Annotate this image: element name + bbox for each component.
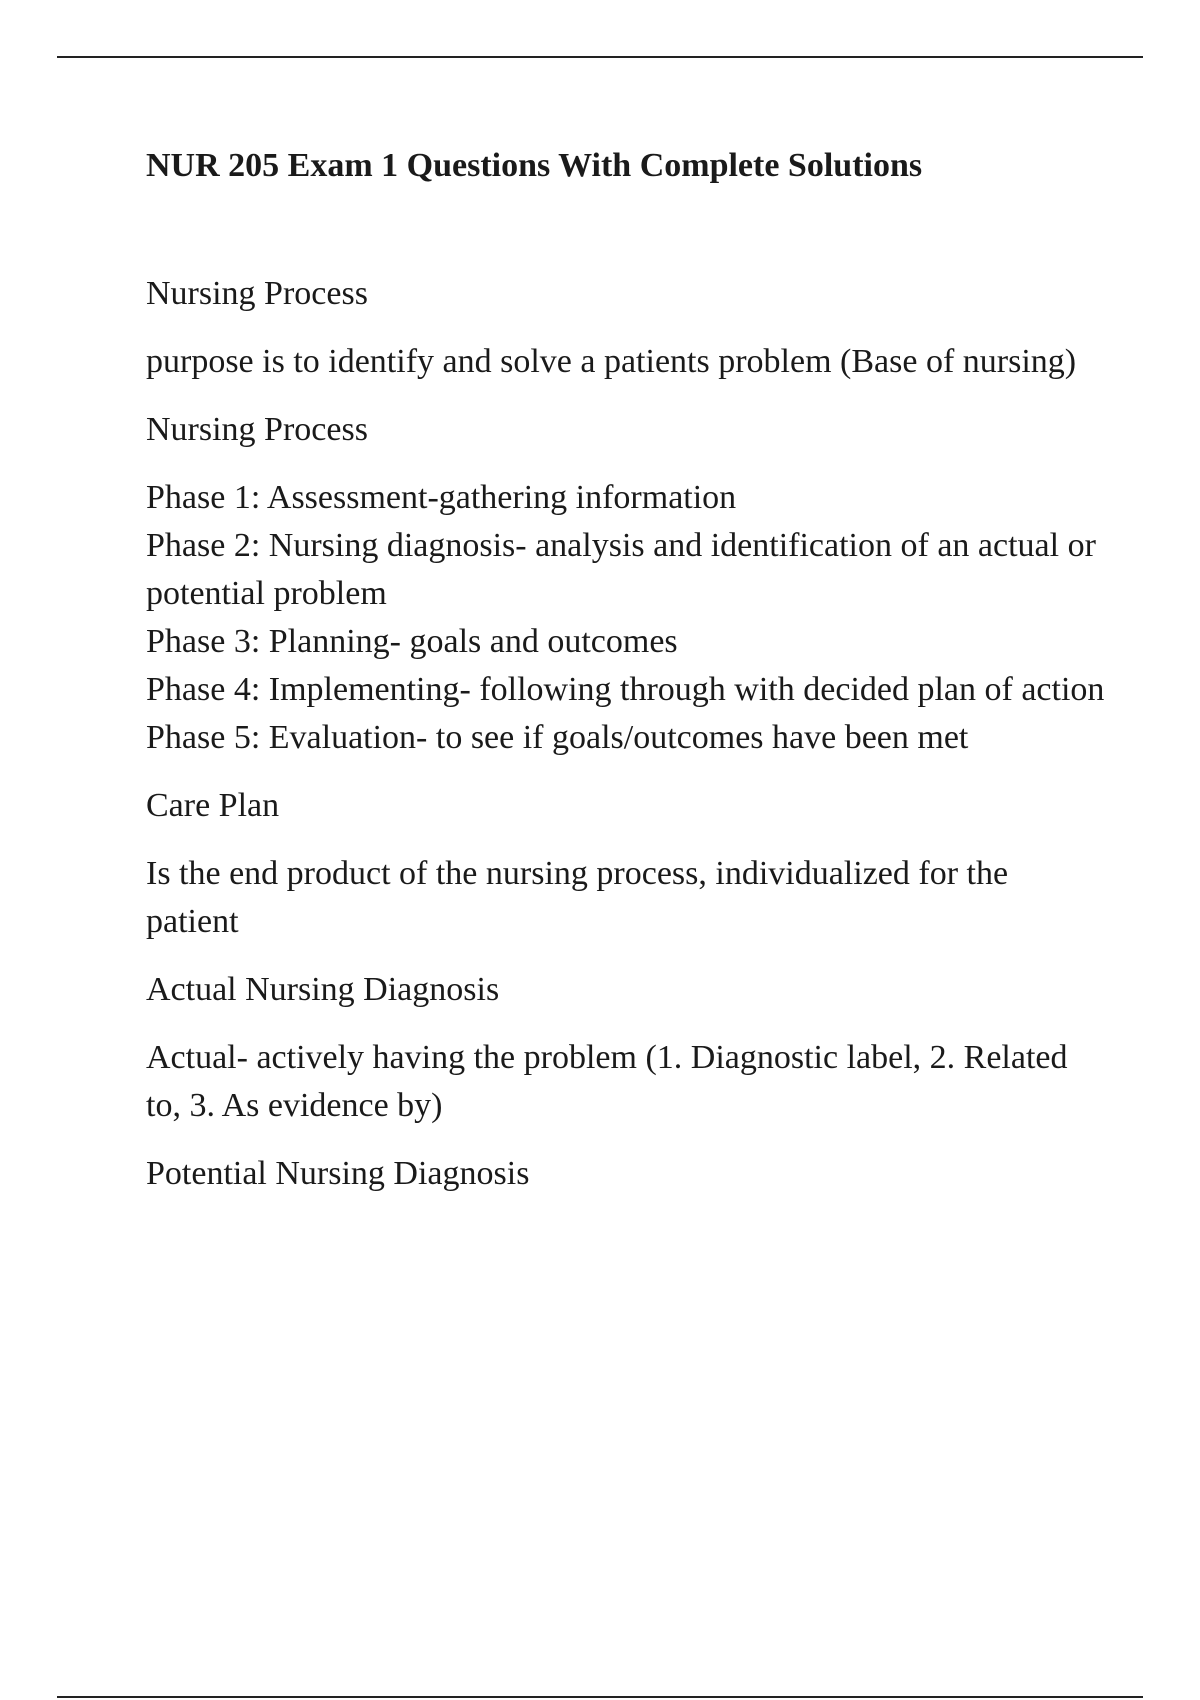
definition: Actual- actively having the problem (1. Diagnostic label, 2. Related to, 3. As evidence by) — [146, 1039, 1068, 1124]
definition-phase-list — [146, 474, 1106, 762]
term: Care Plan — [146, 787, 280, 824]
phase-4-line: Phase 4: Implementing- following through with decided plan of action — [146, 671, 1105, 708]
entry-care-plan — [146, 782, 1106, 946]
bottom-rule — [57, 1696, 1143, 1698]
document-title: NUR 205 Exam 1 Questions With Complete Solutions — [146, 147, 923, 184]
entry-nursing-process-purpose — [146, 270, 1106, 386]
document-body — [146, 140, 1106, 1218]
term: Nursing Process — [146, 275, 368, 312]
definition: purpose is to identify and solve a patients problem (Base of nursing) — [146, 343, 1077, 380]
top-rule — [57, 56, 1143, 58]
term: Potential Nursing Diagnosis — [146, 1155, 530, 1192]
term: Nursing Process — [146, 411, 368, 448]
term: Actual Nursing Diagnosis — [146, 971, 500, 1008]
entry-potential-nursing-diagnosis — [146, 1150, 1106, 1198]
definition: Is the end product of the nursing process, individualized for the patient — [146, 855, 1009, 940]
phase-3-line: Phase 3: Planning- goals and outcomes — [146, 623, 678, 660]
phase-2-line: Phase 2: Nursing diagnosis- analysis and identification of an actual or potential problem — [146, 527, 1096, 612]
entry-nursing-process-phases — [146, 406, 1106, 762]
phase-1-line: Phase 1: Assessment-gathering information — [146, 479, 737, 516]
entry-actual-nursing-diagnosis — [146, 966, 1106, 1130]
phase-5-line: Phase 5: Evaluation- to see if goals/outcomes have been met — [146, 719, 969, 756]
